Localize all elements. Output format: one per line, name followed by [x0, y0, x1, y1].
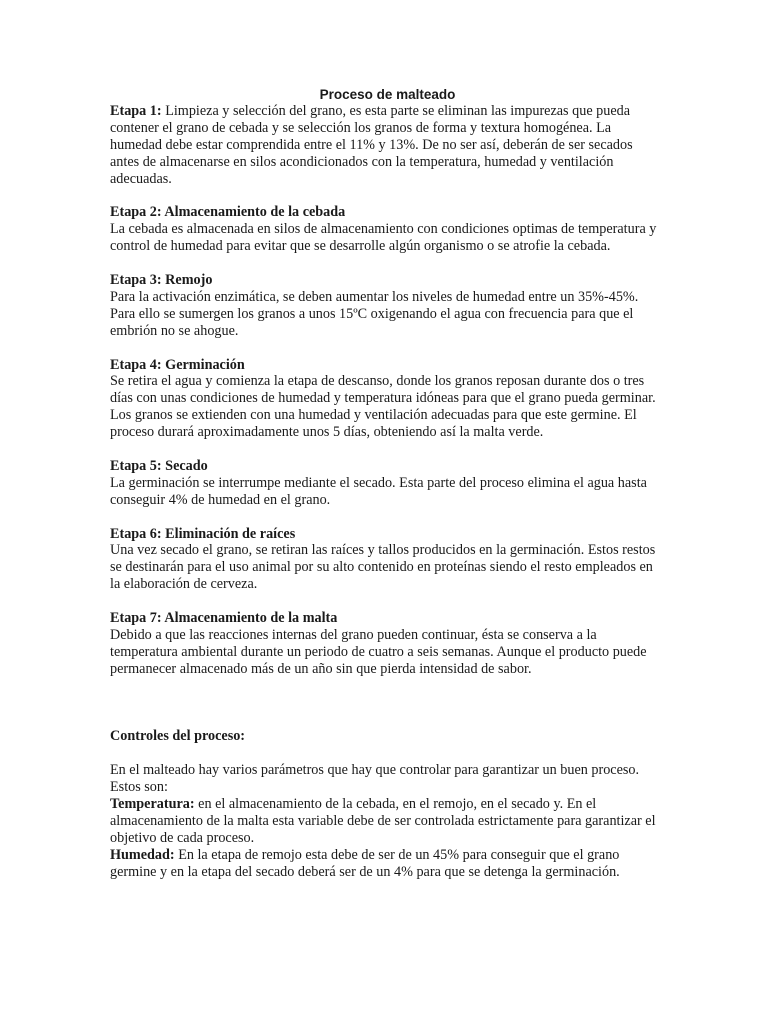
stage-1-paragraph	[110, 103, 665, 188]
document-page	[110, 86, 665, 897]
stage-6-heading: Etapa 6: Eliminación de raíces	[110, 525, 296, 542]
stage-3-text: Para la activación enzimática, se deben aumentar los niveles de humedad entre un 35%-45%. Para ello se sumergen los granos a unos 15ºC oxigenando el agua con frecuencia para que el embrión no se ahogue.	[110, 288, 639, 339]
stage-3	[110, 272, 665, 340]
humidity-paragraph	[110, 847, 665, 881]
document-title: Proceso de malteado	[319, 87, 456, 102]
controls-intro: En el malteado hay varios parámetros que hay que controlar para garantizar un buen proceso. Estos son:	[110, 762, 640, 796]
stage-5-text: La germinación se interrumpe mediante el secado. Esta parte del proceso elimina el agua hasta conseguir 4% de humedad en el grano.	[110, 474, 647, 508]
temperature-paragraph	[110, 796, 665, 847]
stage-2-text: La cebada es almacenada en silos de almacenamiento con condiciones optimas de temperatura y control de humedad para evitar que se desarrolle algún organismo o se atrofie la cebada.	[110, 221, 657, 255]
stage-7	[110, 610, 665, 678]
humidity-label: Humedad:	[110, 846, 175, 863]
stage-1-text: Limpieza y selección del grano, es esta parte se eliminan las impurezas que pueda contener el grano de cebada y se selección los granos de forma y textura homogénea. La humedad debe estar comprendida entre el 11% y 13%. De no ser así, deberán de ser secados antes de almacenarse en silos acondicionados con la temperatura, humedad y ventilación adecuadas.	[110, 103, 633, 187]
stage-3-heading: Etapa 3: Remojo	[110, 272, 213, 289]
stage-2-heading: Etapa 2: Almacenamiento de la cebada	[110, 204, 346, 221]
controls-section	[110, 728, 665, 880]
stage-2	[110, 204, 665, 255]
stage-7-text: Debido a que las reacciones internas del grano pueden continuar, ésta se conserva a la temperatura ambiental durante un periodo de cuatro a seis semanas. Aunque el producto puede permanecer almacenado más de un año sin que pierda intensidad de sabor.	[110, 627, 647, 677]
stage-5	[110, 458, 665, 509]
stage-4-text: Se retira el agua y comienza la etapa de descanso, donde los granos reposan durante dos o tres días con unas condiciones de humedad y temperatura idóneas para que el grano pueda germinar. Los granos se extienden con una humedad y ventilación adecuadas para que este germine. El proceso durará aproximadamente unos 5 días, obteniendo así la malta verde.	[110, 373, 656, 441]
stage-4-heading: Etapa 4: Germinación	[110, 356, 245, 373]
controls-spacer	[110, 745, 665, 762]
temperature-label: Temperatura:	[110, 796, 195, 813]
temperature-text: en el almacenamiento de la cebada, en el remojo, en el secado y. En el almacenamiento de la malta esta variable debe de ser controlada estrictamente para garantizar el objetivo de cada proceso.	[110, 796, 656, 846]
stage-6-text: Una vez secado el grano, se retiran las raíces y tallos producidos en la germinación. Estos restos se destinarán para el uso animal por su alto contenido en proteínas siendo el resto empleados en la elaboración de cerveza.	[110, 542, 656, 593]
stage-6	[110, 526, 665, 594]
stage-5-heading: Etapa 5: Secado	[110, 457, 208, 474]
stage-4	[110, 357, 665, 442]
humidity-text: En la etapa de remojo esta debe de ser de un 45% para conseguir que el grano germine y en la etapa del secado deberá ser de un 4% para que se detenga la germinación.	[110, 846, 620, 880]
stage-1	[110, 103, 665, 188]
controls-heading: Controles del proceso:	[110, 728, 246, 745]
stage-7-heading: Etapa 7: Almacenamiento de la malta	[110, 610, 338, 627]
stage-1-heading: Etapa 1:	[110, 103, 162, 119]
section-spacer	[110, 695, 665, 729]
